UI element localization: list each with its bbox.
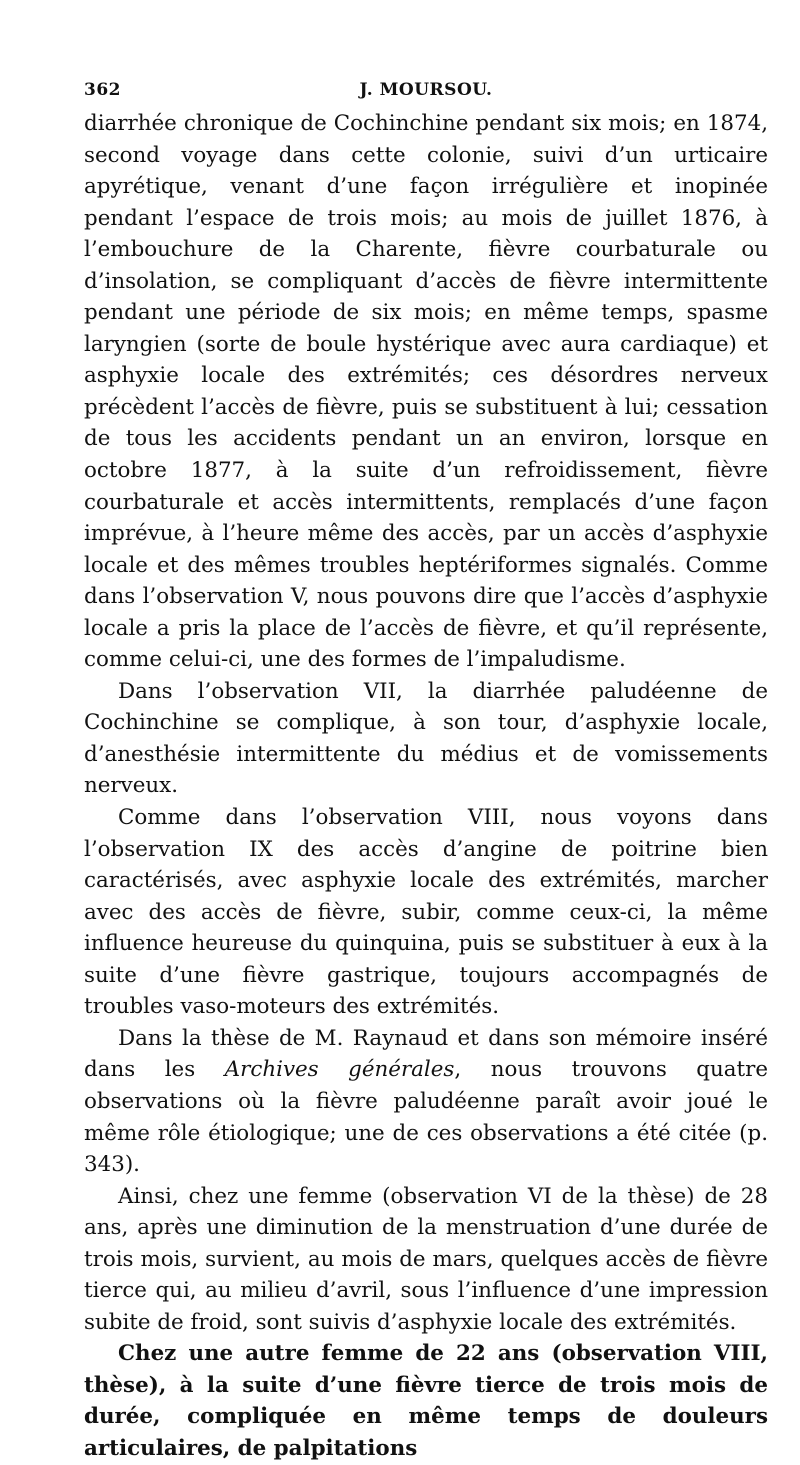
paragraph-6: Chez une autre femme de 22 ans (observation VIII, thèse), à la suite d’une fièvre tierce de trois mois de durée, compliquée en même temps de douleurs articulaires, de palpitations bbox=[84, 1341, 768, 1461]
document-page bbox=[84, 72, 768, 1465]
journal-title-archives-generales: Archives générales bbox=[224, 1057, 455, 1083]
paragraph-4-text-start: Dans la thèse de M. Raynaud et dans son mémoire inséré dans les bbox=[84, 1025, 768, 1083]
paragraph-2: Dans l’observation VII, la diarrhée paludéenne de Cochinchine se complique, à son tour, d’asphyxie locale, d’anesthésie intermittente du médius et de vomissements nerveux. bbox=[84, 678, 768, 799]
running-header bbox=[84, 72, 768, 108]
body-text bbox=[84, 108, 768, 1465]
paragraph-4 bbox=[84, 1023, 768, 1181]
paragraph-5: Ainsi, chez une femme (observation VI de la thèse) de 28 ans, après une diminution de la menstruation d’une durée de trois mois, survient, au mois de mars, quelques accès de fièvre tierce qui, au milieu d’avril, sous l’influence d’une impression subite de froid, sont suivis d’asphyxie locale des extrémités. bbox=[84, 1183, 768, 1335]
paragraph-4-text-end: , nous trouvons quatre observations où la fièvre paludéenne paraît avoir joué le même rôle étiologique; une de ces observations a été citée (p. 343). bbox=[84, 1057, 768, 1178]
paragraph-1: diarrhée chronique de Cochinchine pendant six mois; en 1874, second voyage dans cette colonie, suivi d’un urticaire apyrétique, venant d’une façon irrégulière et inopinée pendant l’espace de trois mois; au mois de juillet 1876, à l’embouchure de la Charente, fièvre courbaturale ou d’insolation, se compliquant d’accès de fièvre intermittente pendant une période de six mois; en même temps, spasme laryngien (sorte de boule hystérique avec aura cardiaque) et asphyxie locale des extrémités; ces désordres nerveux précèdent l’accès de fièvre, puis se substituent à lui; cessation de tous les accidents pendant un an environ, lorsque en octobre 1877, à la suite d’un refroidissement, fièvre courbaturale et accès intermittents, remplacés d’une façon imprévue, à l’heure même des accès, par un accès d’asphyxie locale et des mêmes troubles heptériformes signalés. Comme dans l’observation V, nous pouvons dire que l’accès d’asphyxie locale a pris la place de l’accès de fièvre, et qu’il représente, comme celui-ci, une des formes de l’impaludisme. bbox=[84, 111, 768, 673]
running-header-author: J. MOURSOU. bbox=[359, 80, 493, 100]
paragraph-3: Comme dans l’observation VIII, nous voyons dans l’observation IX des accès d’angine de poitrine bien caractérisés, avec asphyxie locale des extrémités, marcher avec des accès de fièvre, subir, comme ceux-ci, la même influence heureuse du quinquina, puis se substituer à eux à la suite d’une fièvre gastrique, toujours accompagnés de troubles vaso-moteurs des extrémités. bbox=[84, 805, 768, 1020]
page-number: 362 bbox=[84, 80, 121, 100]
